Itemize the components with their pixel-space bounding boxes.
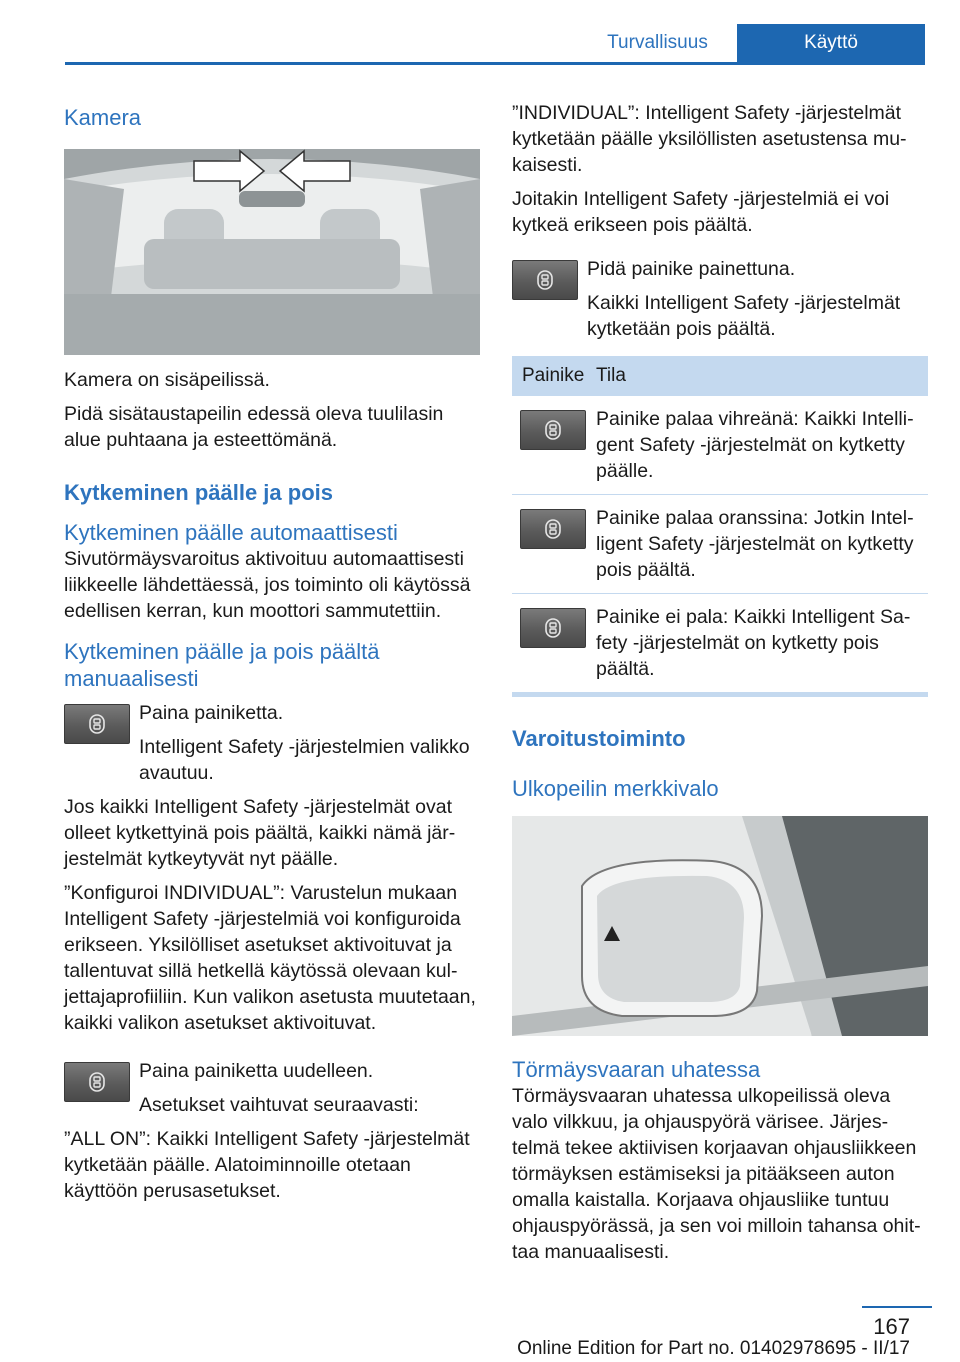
left-column xyxy=(64,92,480,1212)
button-instruction-3 xyxy=(512,256,928,342)
some-systems-text: Joitakin Intelligent Safety -järjestelmiä ei voi kytkeä erikseen pois päältä. xyxy=(512,188,890,236)
edition-text: Online Edition for Part no. 01402978695 - II/17 xyxy=(517,1338,910,1359)
side-mirror-photo xyxy=(512,816,928,1036)
settings-change-text: Asetukset vaihtuvat seuraavasti: xyxy=(139,1094,419,1116)
header-bar xyxy=(65,24,925,65)
intelligent-safety-icon xyxy=(537,270,553,290)
button-green-image xyxy=(520,410,586,450)
press-button-text: Paina painiketta. xyxy=(139,702,284,724)
intelligent-safety-button[interactable] xyxy=(64,704,130,744)
camera-heading: Kamera xyxy=(64,105,142,130)
intelligent-safety-icon xyxy=(89,714,105,734)
configure-individual-text: ”Konfiguroi INDIVIDUAL”: Varustelun mukaan Intelligent Safety -järjestelmiä voi konfiguroida erikseen. Yksilölliset asetukset aktivoituvat ja tallentuvat sillä hetkellä käytössä olevaan kuljettajaprofiiliin. Kun valikon asetusta muutetaan, kaikki valikon asetukset aktivoituvat. xyxy=(64,882,476,1034)
collision-text: Törmäysvaaran uhatessa ulkopeilissä oleva valo vilkkuu, ja ohjauspyörä värisee. Järjestelmä tekee aktiivisen korjaavan ohjausliikkeen törmäyksen estämiseksi ja pitääkseen auton omalla kaistalla. Korjaava ohjausliike tuntuu ohjauspyörässä, ja sen voi milloin tahansa ohittaa manuaalisesti. xyxy=(512,1085,921,1263)
button-instruction-2 xyxy=(64,1058,480,1118)
intelligent-safety-button-again[interactable] xyxy=(64,1062,130,1102)
button-state-table xyxy=(512,356,928,693)
button-instruction-1 xyxy=(64,700,480,786)
tab-turvallisuus[interactable]: Turvallisuus xyxy=(607,32,708,53)
hold-button-text: Pidä painike painettuna. xyxy=(587,258,796,280)
press-again-text: Paina painiketta uudelleen. xyxy=(139,1060,374,1082)
table-row xyxy=(512,594,928,693)
manual-heading: Kytkeminen päälle ja pois päältä manuaalisesti xyxy=(64,639,380,691)
table-header-button: Painike xyxy=(512,356,586,396)
auto-text: Sivutörmäysvaroitus aktivoituu automaattisesti liikkeelle lähdettäessä, jos toiminto oli käytössä edellisen kerran, kun moottori sammutettiin. xyxy=(64,548,471,622)
state-off-text: Painike ei pala: Kaikki Intelligent Safety -järjestelmät on kytketty pois päältä. xyxy=(586,594,928,693)
menu-opens-text: Intelligent Safety -järjestelmien valikko avautuu. xyxy=(139,736,470,784)
switch-heading: Kytkeminen päälle ja pois xyxy=(64,480,333,505)
camera-interior-photo xyxy=(64,149,480,355)
state-green-text: Painike palaa vihreänä: Kaikki Intelligent Safety -järjestelmät on kytketty päälle. xyxy=(586,396,928,495)
camera-location-text: Kamera on sisäpeilissä. xyxy=(64,369,270,391)
collision-heading: Törmäysvaaran uhatessa xyxy=(512,1057,761,1082)
intelligent-safety-icon xyxy=(545,519,561,539)
auto-heading: Kytkeminen päälle automaattisesti xyxy=(64,520,398,545)
all-off-text: Jos kaikki Intelligent Safety -järjestelmät ovat olleet kytkettyinä pois päältä, kaikki nämä järjestelmät kytkeytyvät nyt päälle. xyxy=(64,796,456,870)
state-orange-text: Painike palaa oranssina: Jotkin Intelligent Safety -järjestelmät on kytketty pois päältä. xyxy=(586,495,928,594)
warning-heading: Varoitustoiminto xyxy=(512,726,686,751)
mirror-heading: Ulkopeilin merkkivalo xyxy=(512,776,719,801)
table-row xyxy=(512,495,928,594)
page-number: 167 xyxy=(873,1314,910,1339)
all-systems-off-text: Kaikki Intelligent Safety -järjestelmät kytketään pois päältä. xyxy=(587,292,901,340)
camera-clean-text: Pidä sisätaustapeilin edessä oleva tuulilasin alue puhtaana ja esteettömänä. xyxy=(64,403,444,451)
intelligent-safety-icon xyxy=(545,618,561,638)
tab-kaytto[interactable]: Käyttö xyxy=(737,24,925,62)
table-header-state: Tila xyxy=(586,356,928,396)
right-column xyxy=(512,100,928,1273)
individual-text: ”INDIVIDUAL”: Intelligent Safety -järjestelmät kytketään päälle yksilöllisten asetustensa mukaisesti. xyxy=(512,102,907,176)
footer-rule xyxy=(862,1306,932,1308)
table-row xyxy=(512,396,928,495)
all-on-text: ”ALL ON”: Kaikki Intelligent Safety -järjestelmät kytketään päälle. Alatoiminnoille otetaan käyttöön perusasetukset. xyxy=(64,1128,470,1202)
button-orange-image xyxy=(520,509,586,549)
table-bottom-rule xyxy=(512,693,928,697)
intelligent-safety-icon xyxy=(545,420,561,440)
intelligent-safety-button-hold[interactable] xyxy=(512,260,578,300)
button-off-image xyxy=(520,608,586,648)
intelligent-safety-icon xyxy=(89,1072,105,1092)
